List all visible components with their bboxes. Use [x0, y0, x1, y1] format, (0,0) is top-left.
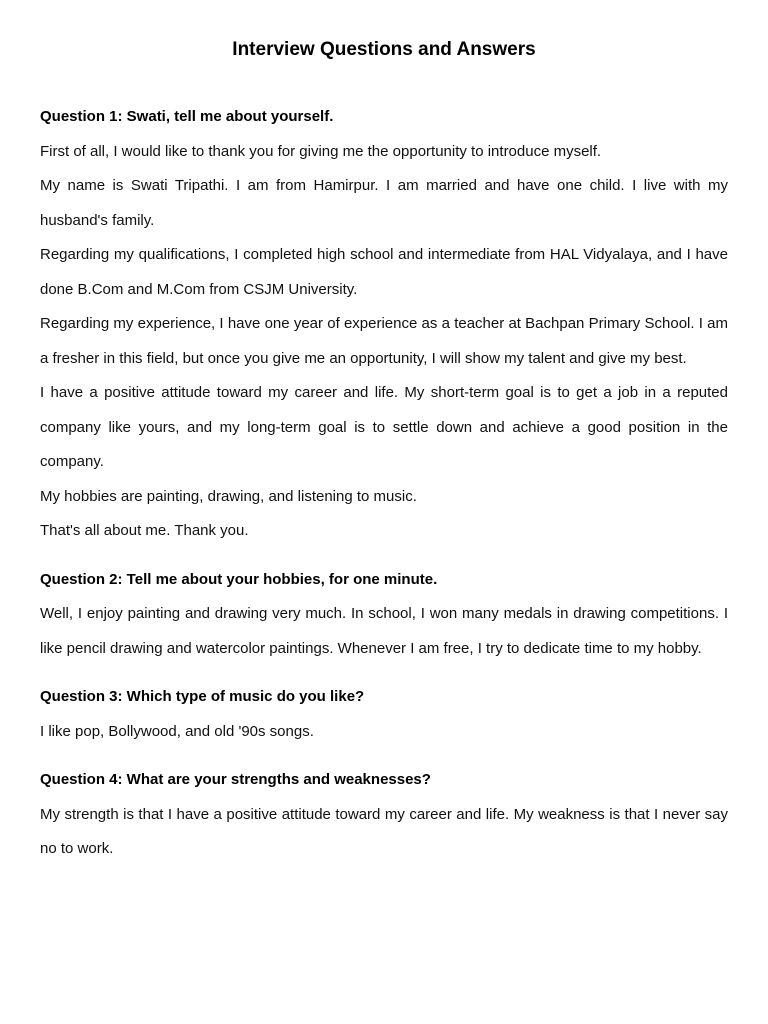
- question-heading: Question 4: What are your strengths and weaknesses?: [40, 771, 431, 788]
- question-heading: Question 3: Which type of music do you like?: [40, 688, 365, 705]
- qa-block-1: [40, 100, 728, 549]
- answer-paragraph: That's all about me. Thank you.: [40, 522, 249, 539]
- answer-paragraph: I like pop, Bollywood, and old '90s songs.: [40, 722, 314, 740]
- answer-paragraph: First of all, I would like to thank you for giving me the opportunity to introduce myself.: [40, 142, 602, 160]
- question-heading: Question 2: Tell me about your hobbies, for one minute.: [40, 570, 438, 588]
- qa-block-4: [40, 763, 728, 867]
- answer-paragraph: My strength is that I have a positive attitude toward my career and life. My weakness is that I never say no to work.: [40, 805, 728, 857]
- answer-paragraph: Regarding my experience, I have one year of experience as a teacher at Bachpan Primary School. I am a fresher in this field, but once you give me an opportunity, I will show my talent and give my best.: [40, 315, 728, 367]
- qa-block-3: [40, 680, 728, 749]
- answer-paragraph: My hobbies are painting, drawing, and listening to music.: [40, 487, 417, 505]
- answer-paragraph: My name is Swati Tripathi. I am from Hamirpur. I am married and have one child. I live with my husband's family.: [40, 177, 728, 229]
- answer-paragraph: Well, I enjoy painting and drawing very much. In school, I won many medals in drawing competitions. I like pencil drawing and watercolor paintings. Whenever I am free, I try to dedicate time to my hobby.: [40, 605, 728, 657]
- answer-paragraph: I have a positive attitude toward my career and life. My short-term goal is to get a job in a reputed company like yours, and my long-term goal is to settle down and achieve a good position in the company.: [40, 384, 728, 470]
- answer-paragraph: Regarding my qualifications, I completed high school and intermediate from HAL Vidyalaya, and I have done B.Com and M.Com from CSJM University.: [40, 246, 728, 298]
- document-title: Interview Questions and Answers: [232, 39, 536, 60]
- qa-list: [40, 100, 728, 867]
- question-heading: Question 1: Swati, tell me about yourself.: [40, 108, 334, 125]
- qa-block-2: [40, 563, 728, 667]
